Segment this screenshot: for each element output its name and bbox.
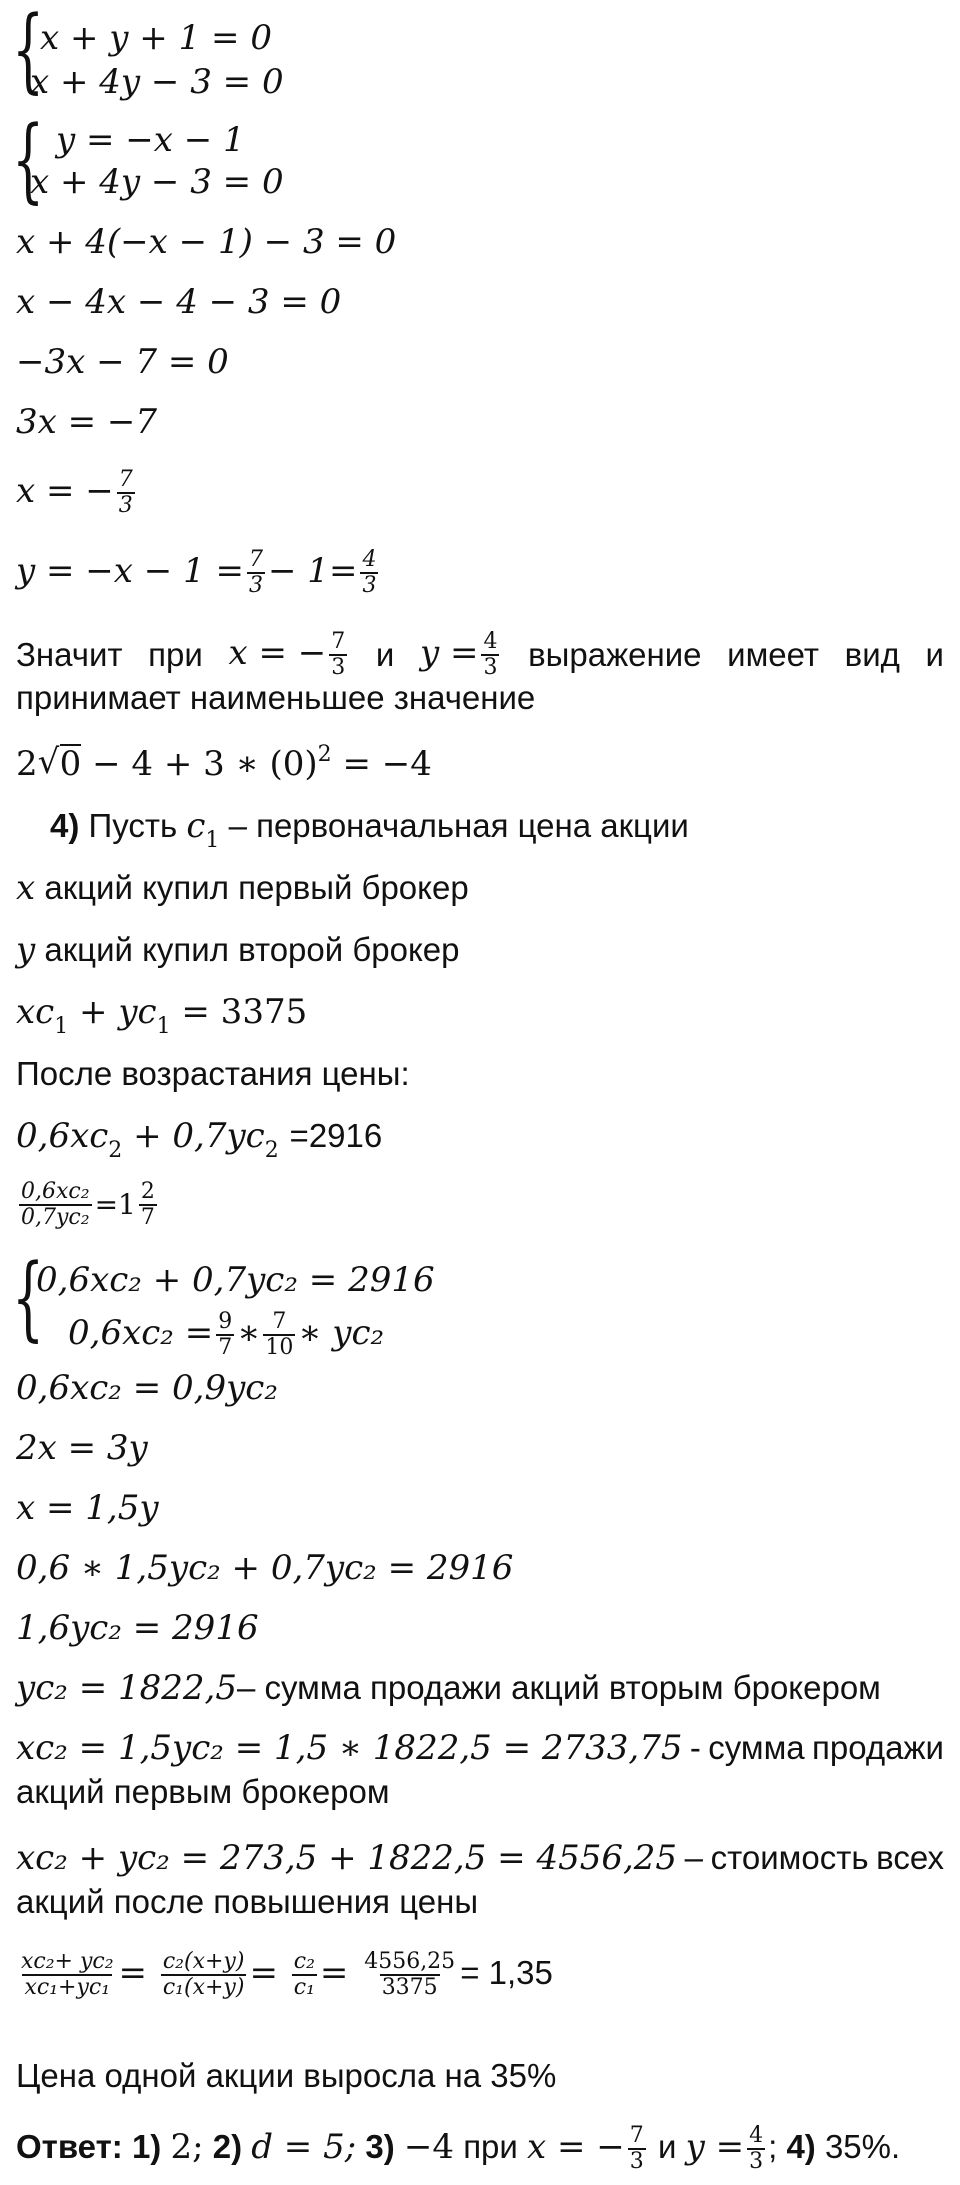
- fraction-4-3: $\frac{4}{3}$: [362, 547, 377, 598]
- fraction-7-3: $\frac{7}{3}$: [249, 547, 264, 598]
- system1-eq1: x + y + 1 = 0: [40, 18, 272, 58]
- system1-eq2: x + 4y − 3 = 0: [30, 62, 284, 102]
- task4-line6: yc₂ = 1822,5– сумма продажи акций вторым брокером: [16, 1668, 881, 1708]
- task4-after-text: После возрастания цены:: [16, 1055, 410, 1092]
- x-lhs: x = −: [16, 471, 114, 511]
- fraction-7-3: $\frac{7}{3}$: [118, 467, 133, 518]
- answer-label: Ответ:: [16, 2128, 123, 2165]
- task4-line3: x = 1,5y: [16, 1488, 159, 1528]
- system-brace: {: [12, 1244, 45, 1351]
- step-x-value: [16, 468, 138, 518]
- expression-min-value: 2√ 0 − 4 + 3 ∗ $(0)^2 = -4$: [16, 742, 432, 791]
- sqrt-symbol: √ 0: [38, 742, 82, 786]
- step-expand: x − 4x − 4 − 3 = 0: [16, 282, 342, 322]
- task4-ratio: $\frac{\text{0,6xc₂}}{\text{0,7yc₂}}$ =1 $\frac{2}{7}$: [21, 1179, 155, 1230]
- system2-eq2: x + 4y − 3 = 0: [30, 162, 284, 202]
- task4-intro: 4) Пусть $c_1$ – первоначальная цена акции: [50, 806, 689, 853]
- task4-line2: 2x = 3y: [16, 1428, 148, 1468]
- step-3x: 3x = −7: [16, 402, 158, 442]
- task4-line7-cont: акций первым брокером: [16, 1773, 390, 1810]
- task4-eq1: $xc_1 + yc_1 = 3375$: [16, 992, 308, 1039]
- answer-line: Ответ: 1) 2; 2) d = 5; 3) −4 при x = − $\frac{7}{3}$ и y = $\frac{4}{3}$ ; 4) 35%.: [16, 2123, 901, 2174]
- y-lhs: y = −x − 1 =: [16, 551, 245, 591]
- task4-line4: 0,6 ∗ 1,5yc₂ + 0,7yc₂ = 2916: [16, 1548, 514, 1588]
- task4-eq2: $0,6xc_2 + 0,7yc_2 =2916$: [16, 1116, 383, 1163]
- conclusion-y: y = $\frac{4}{3}$: [419, 629, 498, 680]
- task4-line1: 0,6xc₂ = 0,9yc₂: [16, 1368, 278, 1408]
- conclusion-line2: принимает наименьшее значение: [16, 679, 536, 716]
- step-substitution: x + 4(−x − 1) − 3 = 0: [16, 222, 397, 262]
- task4-ratio-final: $\frac{\text{xc₂+ yc₂}}{\text{xc₁+yc₁}}$ = $\frac{\text{c₂(x+y)}}{\text{c₁(x+y)}}$ = $\frac{\text{c₂}}{\text{c₁}}$ = $\frac{4556,25}{3375}$ = 1,35: [21, 1949, 553, 2000]
- y-mid: − 1=: [268, 551, 358, 591]
- system-brace: {: [12, 106, 45, 213]
- task4-x-def: x акций купил первый брокер: [16, 868, 469, 908]
- conclusion-line1: Значит при x = − $\frac{7}{3}$ и y = $\frac{4}{3}$ выражение имеет вид и: [16, 629, 944, 680]
- system3-eq1: 0,6xc₂ + 0,7yc₂ = 2916: [36, 1260, 435, 1300]
- task4-price-increase: Цена одной акции выросла на 35%: [16, 2057, 557, 2094]
- step-simplify: −3x − 7 = 0: [16, 342, 229, 382]
- task4-y-def: y акций купил второй брокер: [16, 930, 460, 970]
- system3-eq2: 0,6xc₂ = $\frac{9}{7}$ ∗ $\frac{7}{10}$ ∗ yc₂: [68, 1309, 385, 1360]
- system2-eq1: y = −x − 1: [56, 120, 245, 160]
- conclusion-x: x = − $\frac{7}{3}$: [228, 629, 346, 680]
- step-y-value: [16, 548, 381, 598]
- task4-line8: xc₂ + yc₂ = 273,5 + 1822,5 = 4556,25 – стоимость всех: [16, 1838, 944, 1878]
- task4-line7: xc₂ = 1,5yc₂ = 1,5 ∗ 1822,5 = 2733,75 - сумма продажи: [16, 1728, 944, 1768]
- task4-line5: 1,6yc₂ = 2916: [16, 1608, 259, 1648]
- task4-line8-cont: акций после повышения цены: [16, 1883, 479, 1920]
- system-brace: {: [12, 0, 45, 103]
